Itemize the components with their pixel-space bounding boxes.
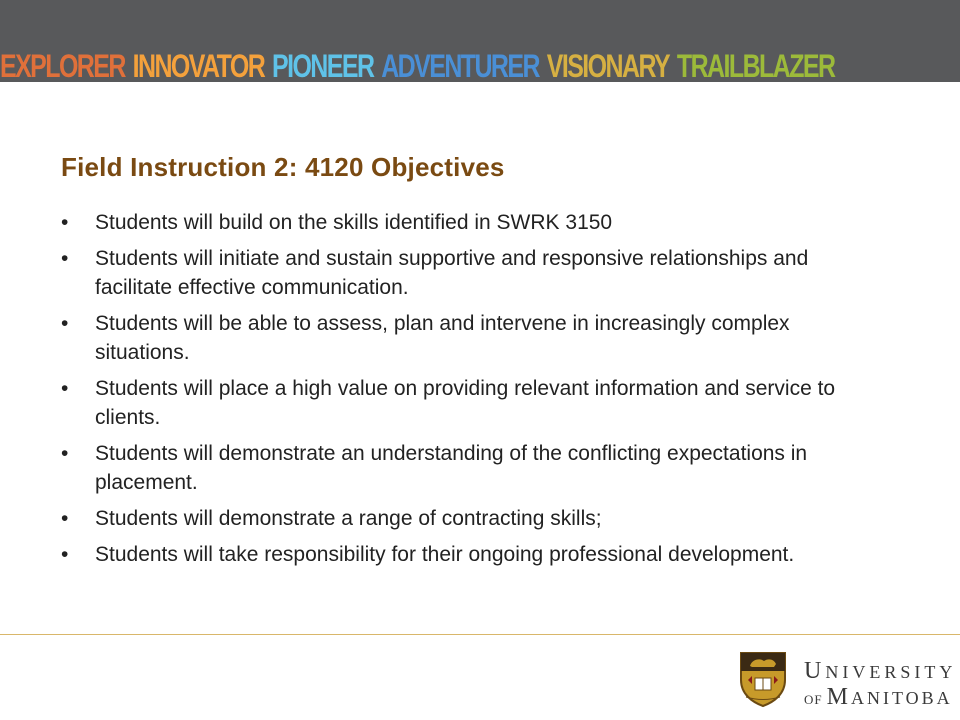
bullet-icon: •	[61, 211, 69, 234]
list-item-text: Students will demonstrate an understanding of the conflicting expectations in placement.	[95, 442, 808, 494]
list-item	[61, 309, 861, 367]
list-item	[61, 244, 861, 302]
footer-divider	[0, 634, 960, 635]
bullet-icon: •	[61, 442, 69, 465]
list-item-text: Students will be able to assess, plan and intervene in increasingly complex situations.	[95, 312, 790, 364]
tagline	[0, 50, 842, 82]
list-item	[61, 208, 861, 237]
objectives-list	[61, 208, 861, 576]
list-item-text: Students will place a high value on providing relevant information and service to clients.	[95, 377, 836, 429]
bullet-icon: •	[61, 507, 69, 530]
of-text: OF	[804, 692, 823, 707]
bullet-icon: •	[61, 377, 69, 400]
university-rest: NIVERSITY	[825, 662, 957, 682]
manitoba-rest: ANITOBA	[850, 688, 953, 708]
tagline-word: TRAILBLAZER	[676, 48, 835, 84]
university-logo	[738, 650, 957, 710]
tagline-word: INNOVATOR	[132, 48, 265, 84]
list-item-text: Students will build on the skills identified in SWRK 3150	[95, 211, 613, 234]
header-band	[0, 0, 960, 82]
bullet-icon: •	[61, 312, 69, 335]
manitoba-initial: M	[826, 684, 851, 710]
manitoba-wordmark	[804, 684, 953, 711]
list-item	[61, 540, 861, 569]
slide-title: Field Instruction 2: 4120 Objectives	[61, 152, 505, 182]
tagline-word: EXPLORER	[0, 48, 125, 84]
tagline-word: PIONEER	[271, 48, 374, 84]
university-initial: U	[804, 658, 826, 684]
tagline-word: ADVENTURER	[381, 48, 539, 84]
university-wordmark	[804, 658, 956, 685]
list-item-text: Students will demonstrate a range of contracting skills;	[95, 507, 602, 530]
bullet-icon: •	[61, 247, 69, 270]
list-item	[61, 374, 861, 432]
list-item	[61, 504, 861, 533]
university-crest-icon	[738, 650, 788, 708]
list-item	[61, 439, 861, 497]
tagline-word: VISIONARY	[546, 48, 670, 84]
list-item-text: Students will take responsibility for their ongoing professional development.	[95, 543, 795, 566]
list-item-text: Students will initiate and sustain supportive and responsive relationships and facilitate effective communication.	[95, 247, 809, 299]
bullet-icon: •	[61, 543, 69, 566]
